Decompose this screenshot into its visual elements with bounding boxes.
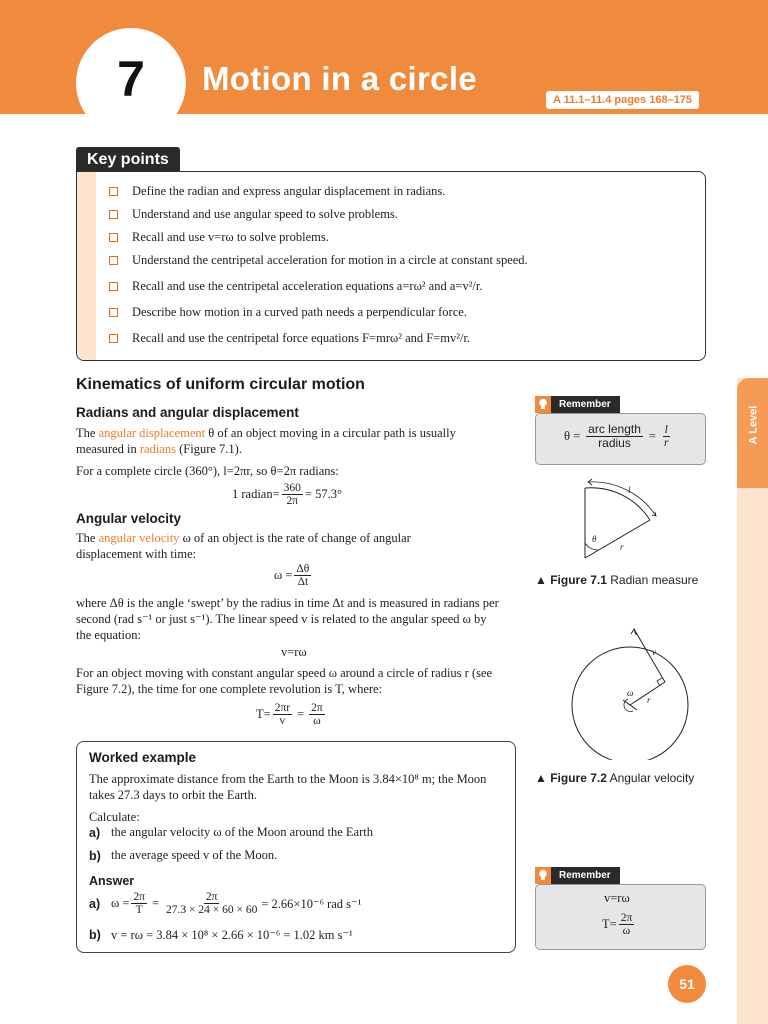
key-points-strip — [77, 172, 96, 360]
key-point-item: Understand the centripetal acceleration for motion in a circle at constant speed. — [109, 249, 695, 272]
label-r: r — [620, 542, 624, 552]
worked-example-box — [76, 741, 516, 953]
answer-heading: Answer — [89, 874, 135, 888]
linear-speed-equation: v=rω — [281, 645, 307, 659]
term-radians: radians — [139, 442, 176, 456]
figure-radian-measure — [578, 478, 668, 568]
chapter-title: Motion in a circle — [202, 60, 477, 97]
label-v: v — [652, 647, 656, 657]
where-paragraph: where Δθ is the angle ‘swept’ by the radius in time Δt and is measured in radians per second (rad s⁻¹ or just s⁻¹). The linear speed v is related to the angular speed ω by the equation: — [76, 596, 499, 642]
checkbox-icon[interactable] — [109, 334, 118, 343]
key-point-item: Recall and use the centripetal force equations F=mrω² and F=mv²/r. — [109, 324, 695, 353]
key-point-item: Describe how motion in a curved path needs a perpendicular force. — [109, 301, 695, 324]
period-equation: T= $\frac{2\pi r}{v}$ = $\frac{2\pi}{\omega}$ — [256, 702, 323, 728]
remember-box-2 — [535, 884, 706, 950]
angular-velocity-paragraph: The angular velocity ω of an object is the rate of change of angular displacement with time: — [76, 531, 411, 561]
calculate-label: Calculate: — [89, 810, 140, 824]
part-b: b) the average speed v of the Moon. — [89, 848, 278, 863]
part-a: a) the angular velocity ω of the Moon around the Earth — [89, 825, 373, 840]
omega-equation: ω = $\frac{\Delta\theta}{\Delta t}$ — [274, 563, 310, 589]
term-angular-displacement: angular displacement — [98, 426, 206, 440]
section-title: Kinematics of uniform circular motion — [76, 376, 365, 393]
label-l: l — [628, 485, 631, 495]
answer-b: b) v = rω = 3.84 × 10⁸ × 2.66 × 10⁻⁶ = 1.02 km s⁻¹ — [89, 928, 353, 942]
key-point-item: Define the radian and express angular displacement in radians. — [109, 180, 695, 203]
answer-a: a) ω = $\frac{2\pi}{T}$ = $\frac{2\pi}{27.3 \times 24 \times 60 \times 60}$ = 2.66×10⁻⁶ rad s⁻¹ — [89, 891, 362, 917]
remember-tag-2: Remember — [535, 867, 620, 884]
checkbox-icon[interactable] — [109, 187, 118, 196]
key-point-item: Recall and use v=rω to solve problems. — [109, 226, 695, 249]
period-formula: T= $\frac{2\pi}{\omega}$ — [602, 912, 633, 938]
v-equals-r-omega: v=rω — [604, 891, 630, 905]
lightbulb-icon — [535, 396, 551, 413]
subheading-angular-velocity: Angular velocity — [76, 511, 182, 526]
key-point-item: Recall and use the centripetal acceleration equations a=rω² and a=v²/r. — [109, 272, 695, 301]
label-r: r — [647, 695, 651, 705]
checkbox-icon[interactable] — [109, 282, 118, 291]
checkbox-icon[interactable] — [109, 308, 118, 317]
key-points-heading: Key points — [76, 147, 180, 172]
label-theta: θ — [592, 534, 597, 544]
remember-box-1 — [535, 413, 706, 465]
radian-equation: 1 radian= $\frac{360}{2\pi}$ = 57.3° — [232, 482, 342, 508]
worked-example-title: Worked example — [89, 750, 197, 765]
checkbox-icon[interactable] — [109, 256, 118, 265]
key-point-item: Understand and use angular speed to solve problems. — [109, 203, 695, 226]
label-omega: ω — [627, 688, 634, 698]
remember-tag-1: Remember — [535, 396, 620, 413]
key-points-box — [76, 171, 706, 361]
side-tab-label: A Level — [747, 405, 760, 445]
page-number: 51 — [668, 965, 706, 1003]
complete-circle-text: For a complete circle (360°), l=2πr, so θ=2π radians: — [76, 464, 339, 478]
lightbulb-icon — [535, 867, 551, 884]
syllabus-reference: A 11.1–11.4 pages 168–175 — [546, 91, 699, 109]
chapter-number-badge — [76, 28, 186, 138]
subheading-radians: Radians and angular displacement — [76, 405, 299, 420]
worked-example-problem: The approximate distance from the Earth to the Moon is 3.84×10⁸ m; the Moon takes 27.3 days to orbit the Earth. — [89, 772, 487, 802]
term-angular-velocity: angular velocity — [98, 531, 180, 545]
period-paragraph: For an object moving with constant angular speed ω around a circle of radius r (see Figure 7.2), the time for one complete revolution is T, where: — [76, 666, 493, 696]
key-points-list — [109, 180, 695, 353]
checkbox-icon[interactable] — [109, 233, 118, 242]
theta-definition: θ = $\frac{\text{arc length}}{\text{radius}}$ = $\frac{l}{r}$ — [564, 422, 669, 450]
checkbox-icon[interactable] — [109, 210, 118, 219]
chapter-number: 7 — [117, 51, 145, 107]
figure-angular-velocity — [535, 620, 715, 760]
figure-7-1-caption: ▲ Figure 7.1 Radian measure — [535, 573, 699, 587]
radians-paragraph: The angular displacement θ of an object moving in a circular path is usually measured in radians (Figure 7.1). — [76, 426, 456, 456]
figure-7-2-caption: ▲ Figure 7.2 Angular velocity — [535, 771, 695, 785]
